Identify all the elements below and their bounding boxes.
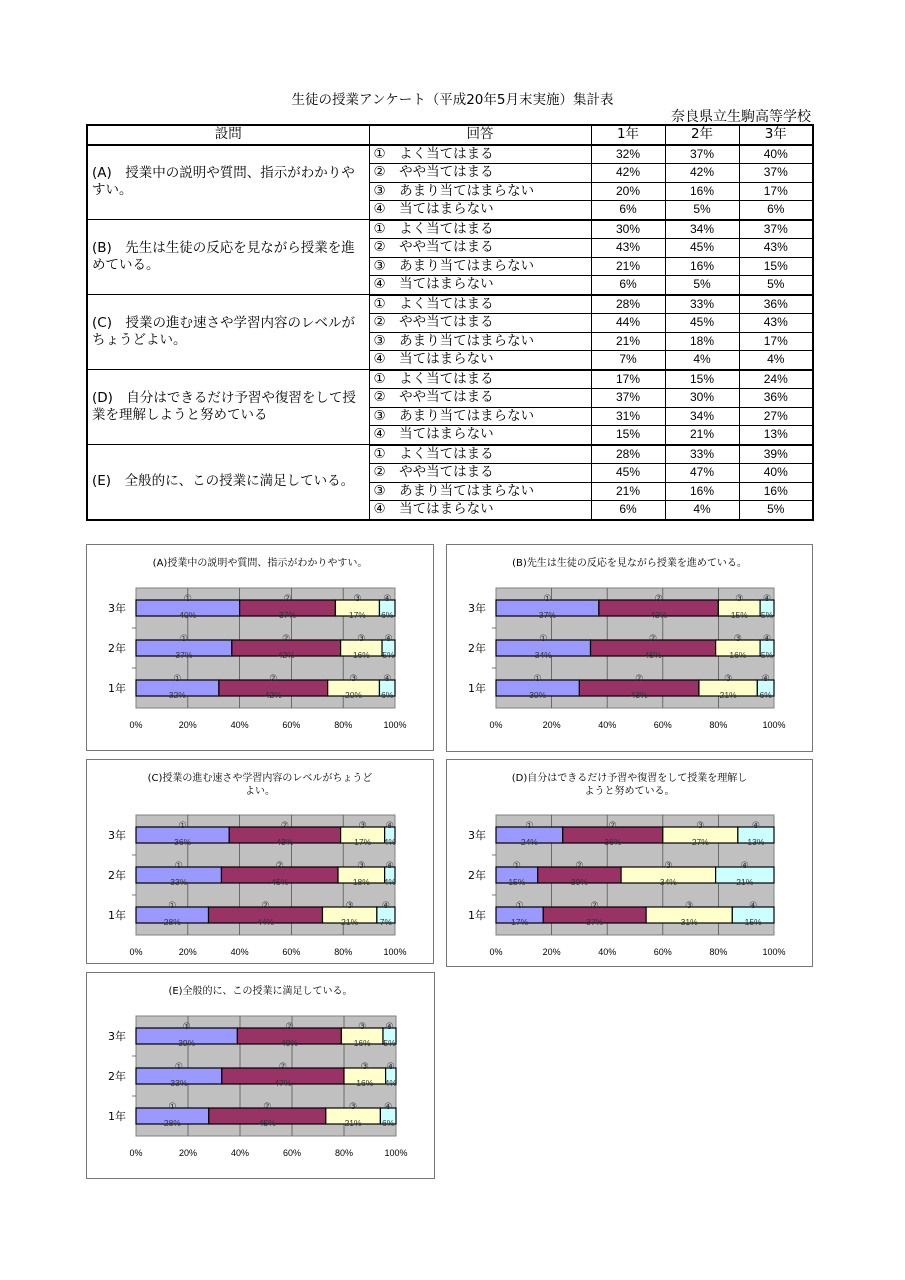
grade2-value: 33%	[665, 445, 739, 464]
series-label: ④	[385, 861, 394, 871]
table-row	[87, 370, 813, 389]
value-label: 24%	[520, 837, 538, 847]
grade2-value: 15%	[665, 370, 739, 389]
value-label: 15%	[730, 610, 748, 620]
grade3-value: 27%	[739, 407, 813, 426]
answer-cell: ④ 当てはまらない	[369, 501, 591, 520]
grade2-value: 5%	[665, 201, 739, 220]
value-label: 5%	[760, 650, 774, 660]
value-label: 6%	[759, 690, 772, 700]
y-tick-label: 2年	[468, 642, 486, 655]
series-label: ①	[543, 594, 552, 604]
grade1-value: 42%	[591, 164, 665, 183]
y-tick-label: 1年	[468, 682, 486, 695]
grade1-value: 6%	[591, 501, 665, 520]
value-label: 17%	[511, 917, 529, 927]
value-label: 33%	[170, 1078, 188, 1088]
grade1-value: 21%	[591, 257, 665, 276]
series-label: ①	[525, 821, 534, 831]
series-label: ④	[761, 674, 770, 684]
value-label: 30%	[570, 877, 588, 887]
value-label: 34%	[534, 650, 552, 660]
value-label: 4%	[383, 877, 396, 887]
grade2-value: 37%	[665, 145, 739, 164]
series-label: ③	[664, 861, 673, 871]
grade1-value: 43%	[591, 239, 665, 258]
grade1-value: 21%	[591, 332, 665, 351]
chart-title-line2: よい。	[245, 786, 275, 797]
series-label: ④	[383, 594, 392, 604]
grade3-value: 17%	[739, 182, 813, 201]
answer-cell: ③ あまり当てはまらない	[369, 257, 591, 276]
value-label: 43%	[630, 690, 648, 700]
x-tick-label: 40%	[598, 947, 617, 957]
table-row	[87, 220, 813, 239]
answer-cell: ② やや当てはまる	[369, 239, 591, 258]
x-tick-label: 20%	[178, 1148, 198, 1158]
question-cell: (A) 授業中の説明や質問、指示がわかりやすい。	[87, 145, 369, 220]
value-label: 17%	[348, 610, 366, 620]
grade1-value: 17%	[591, 370, 665, 389]
x-tick-label: 20%	[542, 947, 561, 957]
value-label: 21%	[719, 690, 737, 700]
series-label: ①	[533, 674, 542, 684]
series-label: ④	[740, 861, 749, 871]
grade2-value: 16%	[665, 257, 739, 276]
series-label: ③	[724, 674, 733, 684]
series-label: ①	[174, 861, 183, 871]
series-label: ①	[183, 594, 192, 604]
x-tick-label: 100%	[383, 947, 407, 957]
series-label: ④	[749, 901, 758, 911]
x-tick-label: 20%	[178, 720, 197, 730]
series-label: ③	[685, 901, 694, 911]
series-label: ①	[182, 1022, 191, 1032]
grade3-value: 37%	[739, 164, 813, 183]
series-label: ③	[357, 861, 366, 871]
series-label: ②	[283, 594, 292, 604]
value-label: 36%	[604, 837, 622, 847]
grade1-value: 6%	[591, 201, 665, 220]
header-grade2: 2年	[665, 125, 739, 145]
question-cell: (E) 全般的に、この授業に満足している。	[87, 445, 369, 520]
chart-d	[446, 759, 813, 967]
y-tick-label: 2年	[468, 869, 486, 882]
series-label: ③	[733, 634, 742, 644]
y-tick-label: 3年	[468, 602, 486, 615]
x-tick-label: 0%	[129, 720, 143, 730]
value-label: 5%	[760, 610, 774, 620]
x-tick-label: 40%	[230, 1148, 250, 1158]
y-tick-label: 3年	[108, 1030, 126, 1043]
chart-svg	[87, 760, 433, 963]
series-label: ④	[384, 634, 393, 644]
answer-cell: ① よく当てはまる	[369, 220, 591, 239]
value-label: 43%	[276, 837, 294, 847]
value-label: 39%	[178, 1038, 196, 1048]
series-label: ①	[173, 674, 182, 684]
series-label: ③	[360, 1062, 369, 1072]
value-label: 47%	[274, 1078, 292, 1088]
grade2-value: 47%	[665, 464, 739, 483]
answer-cell: ① よく当てはまる	[369, 295, 591, 314]
grade1-value: 32%	[591, 145, 665, 164]
grade1-value: 31%	[591, 407, 665, 426]
x-tick-label: 80%	[709, 947, 728, 957]
series-label: ①	[515, 901, 524, 911]
table-row	[87, 445, 813, 464]
x-tick-label: 40%	[230, 720, 249, 730]
answer-cell: ④ 当てはまらない	[369, 201, 591, 220]
answer-cell: ① よく当てはまる	[369, 445, 591, 464]
x-tick-label: 0%	[489, 947, 503, 957]
series-label: ①	[168, 1102, 177, 1112]
value-label: 4%	[383, 837, 396, 847]
grade3-value: 43%	[739, 239, 813, 258]
grade3-value: 24%	[739, 370, 813, 389]
value-label: 42%	[264, 690, 282, 700]
grade3-value: 39%	[739, 445, 813, 464]
series-label: ③	[349, 1102, 358, 1112]
grade3-value: 36%	[739, 389, 813, 408]
value-label: 17%	[354, 837, 372, 847]
value-label: 40%	[179, 610, 197, 620]
value-label: 16%	[352, 650, 370, 660]
y-tick-label: 3年	[108, 602, 126, 615]
grade1-value: 6%	[591, 276, 665, 295]
grade2-value: 42%	[665, 164, 739, 183]
grade3-value: 15%	[739, 257, 813, 276]
series-label: ③	[358, 821, 367, 831]
x-tick-label: 60%	[653, 947, 672, 957]
chart-b	[446, 544, 813, 752]
x-tick-label: 20%	[178, 947, 197, 957]
series-label: ④	[763, 594, 772, 604]
grade3-value: 37%	[739, 220, 813, 239]
series-label: ①	[512, 861, 521, 871]
chart-a	[86, 544, 434, 751]
chart-svg	[447, 760, 812, 966]
series-label: ③	[696, 821, 705, 831]
series-label: ④	[751, 821, 760, 831]
series-label: ②	[269, 674, 278, 684]
grade3-value: 16%	[739, 482, 813, 501]
y-tick-label: 3年	[108, 829, 126, 842]
table-row	[87, 295, 813, 314]
answer-cell: ② やや当てはまる	[369, 464, 591, 483]
series-label: ④	[763, 634, 772, 644]
answer-cell: ④ 当てはまらない	[369, 351, 591, 370]
value-label: 45%	[258, 1118, 276, 1128]
value-label: 15%	[744, 917, 762, 927]
grade1-value: 28%	[591, 295, 665, 314]
series-label: ④	[381, 901, 390, 911]
y-tick-label: 3年	[468, 829, 486, 842]
value-label: 36%	[174, 837, 192, 847]
value-label: 40%	[280, 1038, 298, 1048]
grade2-value: 45%	[665, 314, 739, 333]
answer-cell: ④ 当てはまらない	[369, 426, 591, 445]
value-label: 28%	[163, 917, 181, 927]
value-label: 45%	[644, 650, 662, 660]
grade2-value: 34%	[665, 220, 739, 239]
grade1-value: 44%	[591, 314, 665, 333]
grade2-value: 16%	[665, 482, 739, 501]
series-label: ①	[174, 1062, 183, 1072]
value-label: 21%	[344, 1118, 362, 1128]
series-label: ④	[384, 1102, 393, 1112]
x-tick-label: 100%	[384, 1148, 408, 1158]
x-tick-label: 0%	[489, 720, 503, 730]
chart-c	[86, 759, 434, 964]
header-question: 設問	[87, 125, 369, 145]
x-tick-label: 100%	[383, 720, 407, 730]
series-label: ②	[285, 1022, 294, 1032]
x-tick-label: 60%	[282, 947, 301, 957]
header-answer: 回答	[369, 125, 591, 145]
value-label: 42%	[277, 650, 295, 660]
grade3-value: 40%	[739, 145, 813, 164]
series-label: ②	[649, 634, 658, 644]
grade3-value: 5%	[739, 276, 813, 295]
value-label: 5%	[383, 1038, 396, 1048]
grade2-value: 4%	[665, 351, 739, 370]
value-label: 44%	[256, 917, 275, 927]
grade2-value: 16%	[665, 182, 739, 201]
x-tick-label: 60%	[653, 720, 672, 730]
page-title: 生徒の授業アンケート（平成20年5月末実施）集計表	[291, 92, 614, 108]
grade2-value: 33%	[665, 295, 739, 314]
answer-cell: ③ あまり当てはまらない	[369, 182, 591, 201]
value-label: 7%	[379, 917, 393, 927]
series-label: ③	[353, 594, 362, 604]
x-tick-label: 20%	[542, 720, 561, 730]
y-tick-label: 2年	[108, 869, 126, 882]
series-label: ②	[654, 594, 663, 604]
header-grade1: 1年	[591, 125, 665, 145]
value-label: 16%	[356, 1078, 374, 1088]
question-cell: (C) 授業の進む速さや学習内容のレベルがちょうどよい。	[87, 295, 369, 370]
value-label: 13%	[747, 837, 765, 847]
value-label: 37%	[586, 917, 604, 927]
value-label: 45%	[271, 877, 289, 887]
answer-cell: ① よく当てはまる	[369, 145, 591, 164]
answer-cell: ① よく当てはまる	[369, 370, 591, 389]
grade2-value: 18%	[665, 332, 739, 351]
value-label: 18%	[352, 877, 370, 887]
x-tick-label: 0%	[129, 1148, 143, 1158]
series-label: ②	[575, 861, 584, 871]
chart-title-line1: (B)先生は生徒の反応を見ながら授業を進めている。	[512, 558, 747, 569]
grade1-value: 7%	[591, 351, 665, 370]
answer-cell: ② やや当てはまる	[369, 389, 591, 408]
series-label: ②	[261, 901, 270, 911]
chart-title-line2: ようと努めている。	[584, 786, 675, 797]
series-label: ②	[278, 1062, 287, 1072]
y-tick-label: 1年	[108, 1110, 126, 1123]
answer-cell: ③ あまり当てはまらない	[369, 407, 591, 426]
grade1-value: 21%	[591, 482, 665, 501]
question-cell: (D) 自分はできるだけ予習や復習をして授業を理解しようと努めている	[87, 370, 369, 445]
chart-svg	[87, 973, 434, 1178]
y-tick-label: 2年	[108, 642, 126, 655]
value-label: 33%	[170, 877, 188, 887]
chart-svg	[447, 545, 812, 751]
x-tick-label: 100%	[762, 947, 786, 957]
series-label: ①	[178, 821, 187, 831]
x-tick-label: 60%	[282, 1148, 302, 1158]
x-tick-label: 100%	[762, 720, 786, 730]
x-tick-label: 40%	[598, 720, 617, 730]
x-tick-label: 60%	[282, 720, 301, 730]
value-label: 6%	[381, 610, 394, 620]
grade3-value: 17%	[739, 332, 813, 351]
value-label: 37%	[538, 610, 556, 620]
series-label: ②	[282, 634, 291, 644]
grade3-value: 40%	[739, 464, 813, 483]
value-label: 16%	[353, 1038, 371, 1048]
value-label: 20%	[345, 690, 363, 700]
series-label: ④	[385, 821, 394, 831]
answer-cell: ③ あまり当てはまらない	[369, 482, 591, 501]
series-label: ①	[539, 634, 548, 644]
value-label: 37%	[175, 650, 193, 660]
question-cell: (B) 先生は生徒の反応を見ながら授業を進めている。	[87, 220, 369, 295]
table-row	[87, 145, 813, 164]
series-label: ③	[345, 901, 354, 911]
grade1-value: 45%	[591, 464, 665, 483]
grade3-value: 5%	[739, 501, 813, 520]
grade1-value: 20%	[591, 182, 665, 201]
survey-table	[86, 124, 814, 521]
series-label: ④	[385, 1022, 394, 1032]
y-tick-label: 1年	[468, 909, 486, 922]
grade1-value: 28%	[591, 445, 665, 464]
series-label: ①	[168, 901, 177, 911]
grade3-value: 43%	[739, 314, 813, 333]
grade3-value: 13%	[739, 426, 813, 445]
chart-title-line1: (A)授業中の説明や質問、指示がわかりやすい。	[152, 558, 368, 569]
chart-svg	[87, 545, 433, 750]
series-label: ①	[179, 634, 188, 644]
chart-title-line1: (D)自分はできるだけ予習や復習をして授業を理解し	[511, 773, 748, 784]
school-name: 奈良県立生駒高等学校	[671, 109, 811, 125]
series-label: ②	[275, 861, 284, 871]
answer-cell: ③ あまり当てはまらない	[369, 332, 591, 351]
x-tick-label: 80%	[709, 720, 728, 730]
series-label: ③	[357, 634, 366, 644]
value-label: 16%	[729, 650, 747, 660]
value-label: 30%	[529, 690, 547, 700]
value-label: 32%	[168, 690, 186, 700]
series-label: ③	[349, 674, 358, 684]
y-tick-label: 2年	[108, 1070, 126, 1083]
value-label: 6%	[381, 690, 394, 700]
answer-cell: ② やや当てはまる	[369, 314, 591, 333]
grade2-value: 5%	[665, 276, 739, 295]
series-label: ②	[608, 821, 617, 831]
value-label: 31%	[680, 917, 698, 927]
series-label: ②	[263, 1102, 272, 1112]
value-label: 6%	[382, 1118, 395, 1128]
x-tick-label: 80%	[334, 947, 353, 957]
series-label: ②	[590, 901, 599, 911]
header-grade3: 3年	[739, 125, 813, 145]
value-label: 37%	[279, 610, 297, 620]
value-label: 34%	[659, 877, 677, 887]
series-label: ③	[735, 594, 744, 604]
value-label: 21%	[341, 917, 359, 927]
series-label: ④	[383, 674, 392, 684]
answer-cell: ④ 当てはまらない	[369, 276, 591, 295]
grade3-value: 4%	[739, 351, 813, 370]
y-tick-label: 1年	[108, 909, 126, 922]
value-label: 5%	[382, 650, 395, 660]
grade2-value: 45%	[665, 239, 739, 258]
series-label: ②	[635, 674, 644, 684]
series-label: ②	[280, 821, 289, 831]
value-label: 15%	[508, 877, 526, 887]
value-label: 4%	[384, 1078, 397, 1088]
grade2-value: 21%	[665, 426, 739, 445]
series-label: ③	[358, 1022, 367, 1032]
chart-title-line1: (C)授業の進む速さや学習内容のレベルがちょうど	[147, 773, 373, 784]
x-tick-label: 0%	[129, 947, 143, 957]
answer-cell: ② やや当てはまる	[369, 164, 591, 183]
grade2-value: 34%	[665, 407, 739, 426]
table-header-row	[87, 125, 813, 145]
x-tick-label: 40%	[230, 947, 249, 957]
grade3-value: 36%	[739, 295, 813, 314]
grade1-value: 37%	[591, 389, 665, 408]
grade1-value: 30%	[591, 220, 665, 239]
value-label: 27%	[691, 837, 709, 847]
x-tick-label: 80%	[334, 1148, 354, 1158]
chart-e	[86, 972, 435, 1179]
chart-title-line1: (E)全般的に、この授業に満足している。	[168, 986, 353, 997]
grade2-value: 4%	[665, 501, 739, 520]
value-label: 28%	[163, 1118, 181, 1128]
y-tick-label: 1年	[108, 682, 126, 695]
value-label: 43%	[650, 610, 668, 620]
series-label: ④	[386, 1062, 395, 1072]
grade1-value: 15%	[591, 426, 665, 445]
grade2-value: 30%	[665, 389, 739, 408]
grade3-value: 6%	[739, 201, 813, 220]
x-tick-label: 80%	[334, 720, 353, 730]
value-label: 21%	[736, 877, 754, 887]
